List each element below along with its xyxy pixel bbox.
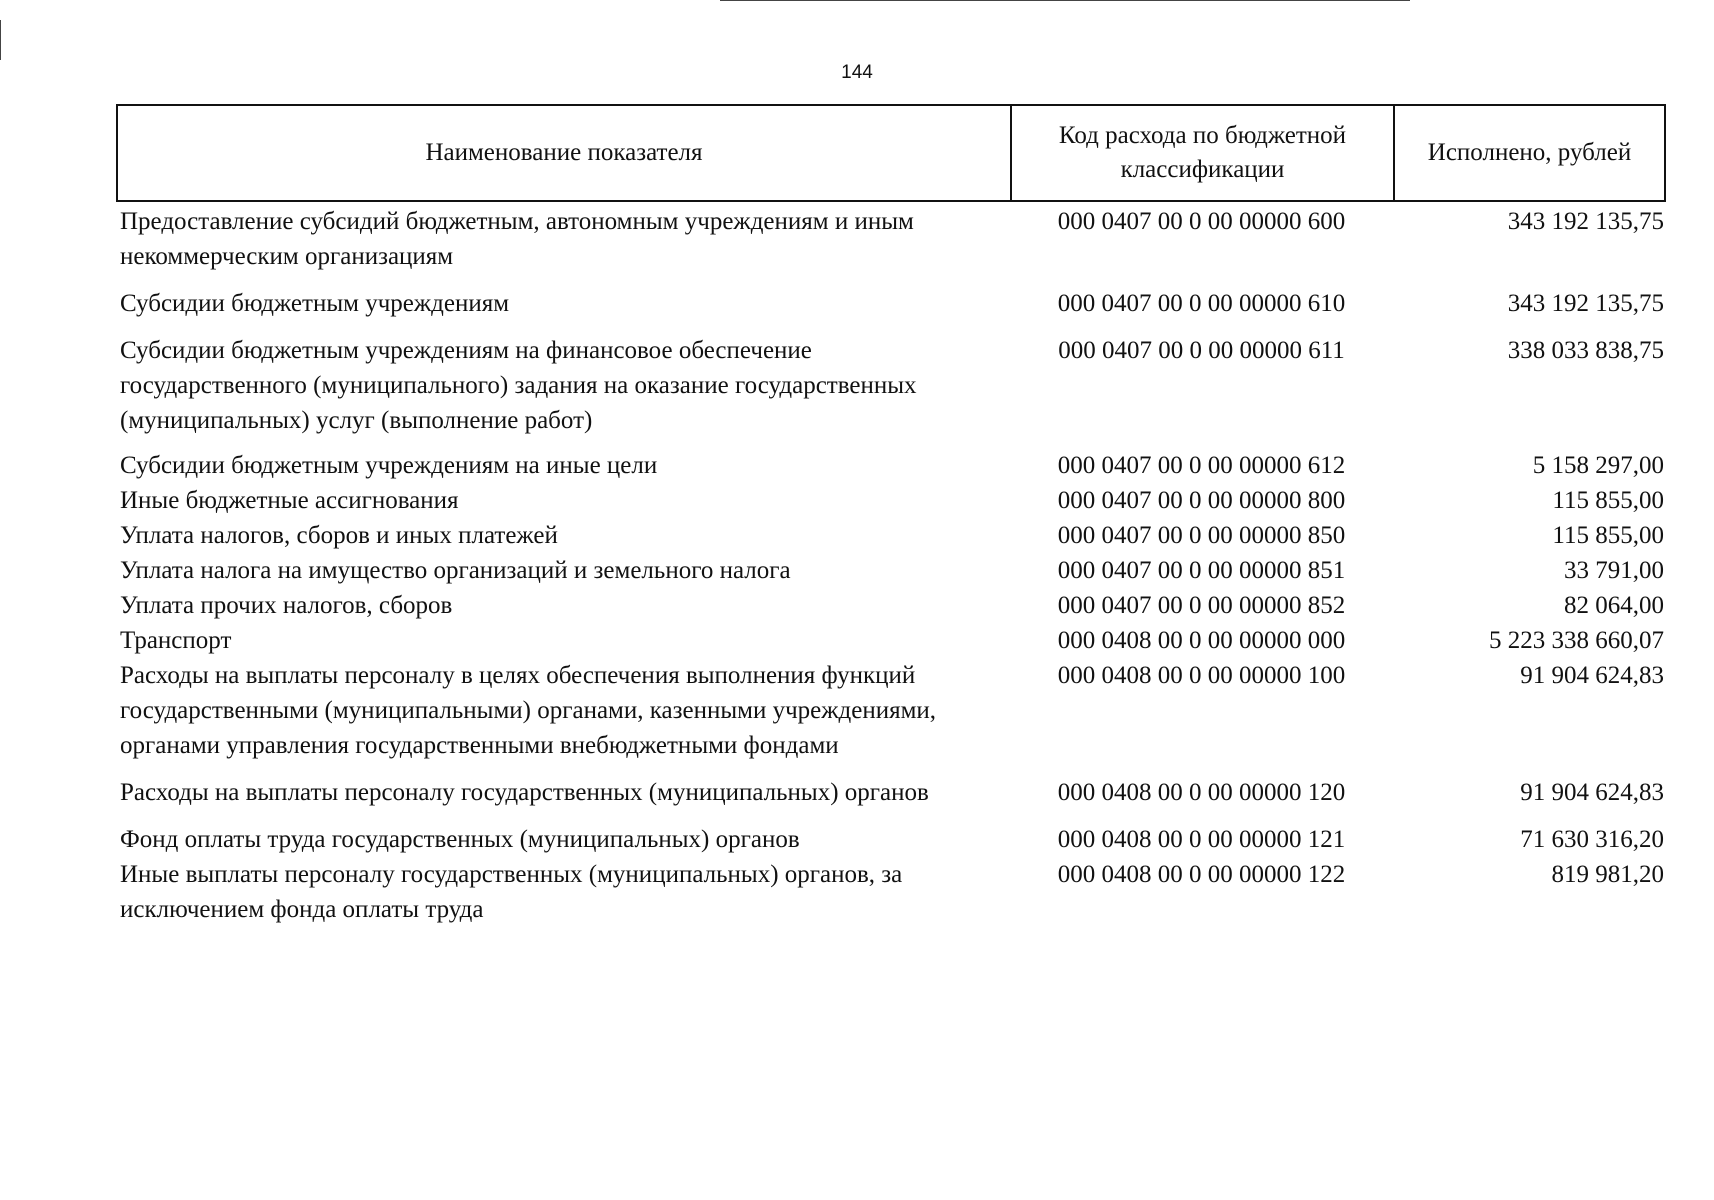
- row-code: 000 0408 00 0 00 00000 122: [1057, 861, 1346, 888]
- header-amount: Исполнено, рублей: [1427, 139, 1632, 166]
- row-name: Субсидии бюджетным учреждениям на финансовое обеспечение государственного (муниципального) задания на оказание государственных (муниципальных) услуг (выполнение работ): [120, 337, 917, 434]
- table-body: [116, 204, 1666, 927]
- row-name: Фонд оплаты труда государственных (муниципальных) органов: [120, 826, 800, 853]
- table-row: [116, 623, 1666, 658]
- row-name: Уплата прочих налогов, сборов: [120, 592, 453, 619]
- table-header: [116, 104, 1666, 202]
- row-code: 000 0407 00 0 00 00000 610: [1057, 290, 1346, 317]
- row-code: 000 0408 00 0 00 00000 100: [1057, 662, 1346, 689]
- row-amount: 33 791,00: [1564, 557, 1664, 584]
- row-code: 000 0407 00 0 00 00000 852: [1057, 592, 1346, 619]
- row-name: Транспорт: [120, 627, 232, 654]
- table-row: [116, 588, 1666, 623]
- table-row: [116, 333, 1666, 438]
- table-row: [116, 448, 1666, 483]
- table-row: [116, 553, 1666, 588]
- scan-artifact-top: [720, 0, 1410, 1]
- table-row: [116, 518, 1666, 553]
- row-code: 000 0408 00 0 00 00000 000: [1057, 627, 1346, 654]
- row-name: Расходы на выплаты персоналу государственных (муниципальных) органов: [120, 779, 929, 806]
- row-name: Субсидии бюджетным учреждениям на иные цели: [120, 452, 658, 479]
- table-row: [116, 822, 1666, 857]
- row-name: Предоставление субсидий бюджетным, автономным учреждениям и иным некоммерческим организациям: [120, 208, 914, 270]
- row-code: 000 0407 00 0 00 00000 600: [1057, 208, 1346, 235]
- row-code: 000 0407 00 0 00 00000 612: [1057, 452, 1346, 479]
- row-amount: 91 904 624,83: [1520, 662, 1664, 689]
- table-row: [116, 286, 1666, 321]
- row-name: Иные выплаты персоналу государственных (муниципальных) органов, за исключением фонда оплаты труда: [120, 861, 903, 923]
- row-name: Субсидии бюджетным учреждениям: [120, 290, 510, 317]
- table-row: [116, 775, 1666, 810]
- row-code: 000 0408 00 0 00 00000 120: [1057, 779, 1346, 806]
- row-amount: 91 904 624,83: [1520, 779, 1664, 806]
- row-code: 000 0407 00 0 00 00000 850: [1057, 522, 1346, 549]
- row-code: 000 0407 00 0 00 00000 851: [1057, 557, 1346, 584]
- row-amount: 338 033 838,75: [1507, 337, 1664, 364]
- row-amount: 819 981,20: [1551, 861, 1664, 888]
- row-name: Иные бюджетные ассигнования: [120, 487, 459, 514]
- row-amount: 5 158 297,00: [1532, 452, 1664, 479]
- row-amount: 343 192 135,75: [1507, 208, 1664, 235]
- header-name: Наименование показателя: [118, 106, 1012, 200]
- table-row: [116, 658, 1666, 763]
- table-row: [116, 857, 1666, 927]
- row-name: Расходы на выплаты персоналу в целях обеспечения выполнения функций государственными (муниципальными) органами, казенными учреждениями, органами управления государственными внебюджетными фондами: [120, 662, 937, 759]
- table-row: [116, 204, 1666, 274]
- row-amount: 343 192 135,75: [1507, 290, 1664, 317]
- table-row: [116, 483, 1666, 518]
- scan-artifact-left: [0, 20, 1, 60]
- page-number: 144: [841, 62, 873, 83]
- row-name: Уплата налогов, сборов и иных платежей: [120, 522, 558, 549]
- row-code: 000 0407 00 0 00 00000 611: [1058, 337, 1345, 364]
- row-code: 000 0408 00 0 00 00000 121: [1057, 826, 1346, 853]
- row-amount: 115 855,00: [1552, 487, 1664, 514]
- row-amount: 5 223 338 660,07: [1489, 627, 1664, 654]
- row-amount: 71 630 316,20: [1520, 826, 1664, 853]
- row-code: 000 0407 00 0 00 00000 800: [1057, 487, 1346, 514]
- row-amount: 82 064,00: [1564, 592, 1664, 619]
- header-code: Код расхода по бюджетной классификации: [1012, 106, 1395, 200]
- row-amount: 115 855,00: [1552, 522, 1664, 549]
- row-name: Уплата налога на имущество организаций и земельного налога: [120, 557, 791, 584]
